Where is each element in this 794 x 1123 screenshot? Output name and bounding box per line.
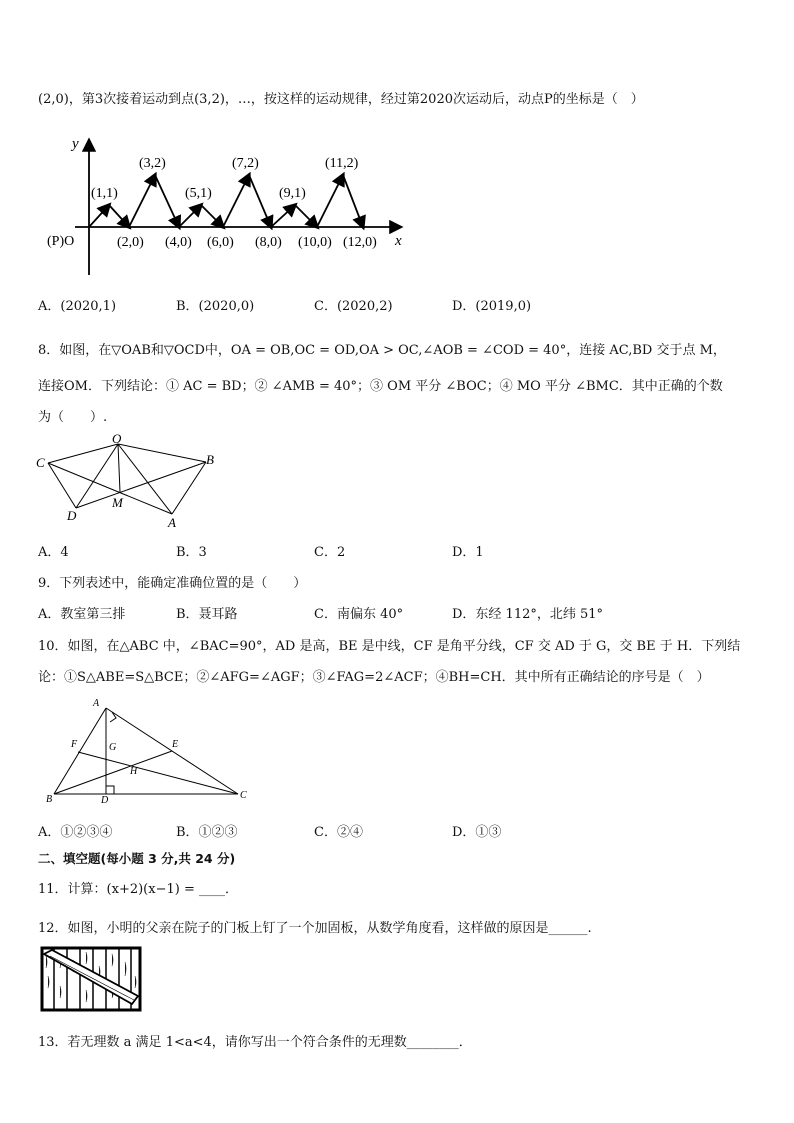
- q8-option-b[interactable]: B．3: [176, 545, 207, 560]
- point-e-label: E: [172, 739, 179, 750]
- point-label: (3,2): [139, 156, 166, 171]
- origin-label: (P)O: [47, 234, 75, 249]
- point-label: (4,0): [165, 235, 192, 250]
- point-o-label: O: [112, 431, 122, 446]
- point-b-label: B: [46, 794, 53, 805]
- point-label: (5,1): [185, 186, 212, 201]
- x-axis-label: x: [395, 233, 402, 249]
- point-a-label: A: [168, 515, 176, 530]
- q11-text: 11．计算：(x+2)(x−1) = ____．: [38, 882, 238, 897]
- q8-option-d[interactable]: D．1: [452, 545, 484, 560]
- point-label: (10,0): [298, 235, 332, 250]
- point-a-label: A: [93, 698, 100, 709]
- q13-text: 13．若无理数 a 满足 1<a<4，请你写出一个符合条件的无理数________．: [38, 1035, 472, 1050]
- q8-option-a[interactable]: A．4: [38, 545, 69, 560]
- point-label: (2,0): [117, 235, 144, 250]
- point-label: (9,1): [279, 186, 306, 201]
- q8-line2: 连接OM．下列结论：① AC = BD；② ∠AMB = 40°；③ OM 平分 ∠BOC；④ MO 平分 ∠BMC．其中正确的个数: [38, 379, 723, 394]
- point-m-label: M: [112, 495, 123, 510]
- point-label: (12,0): [343, 235, 377, 250]
- q10-option-d[interactable]: D．①③: [452, 825, 502, 840]
- q8-line3: 为（ ）.: [38, 410, 108, 425]
- q7-option-d[interactable]: D．(2019,0): [452, 299, 532, 314]
- q8-option-c[interactable]: C．2: [314, 545, 346, 560]
- q7-text: (2,0)，第3次接着运动到点(3,2)，…，按这样的运动规律，经过第2020次运动后，动点P的坐标是（ ）: [38, 92, 644, 107]
- q8-figure: [34, 430, 224, 530]
- door-board-image: [40, 946, 142, 1012]
- q7-zigzag-graph: [45, 135, 410, 277]
- y-axis-label: y: [72, 136, 79, 152]
- q8-line1: 8．如图，在▽OAB和▽OCD中，OA = OB,OC = OD,OA > OC,∠AOB = ∠COD = 40°，连接 AC,BD 交于点 M，: [38, 343, 726, 358]
- point-g-label: G: [109, 742, 117, 753]
- q9-option-b[interactable]: B．聂耳路: [176, 607, 238, 622]
- q12-text: 12．如图，小明的父亲在院子的门板上钉了一个加固板，从数学角度看，这样做的原因是______.: [38, 921, 592, 936]
- point-label: (6,0): [207, 235, 234, 250]
- q10-figure: [40, 696, 255, 806]
- point-label: (1,1): [91, 186, 118, 201]
- point-c-label: C: [36, 455, 45, 470]
- q10-option-a[interactable]: A．①②③④: [38, 825, 113, 840]
- q10-line1: 10．如图，在△ABC 中，∠BAC=90°，AD 是高，BE 是中线，CF 是角平分线，CF 交 AD 于 G，交 BE 于 H．下列结: [38, 639, 741, 654]
- point-h-label: H: [130, 766, 138, 777]
- point-b-label: B: [206, 452, 214, 467]
- point-c-label: C: [240, 790, 247, 801]
- point-f-label: F: [71, 739, 78, 750]
- q7-option-c[interactable]: C．(2020,2): [314, 299, 393, 314]
- q7-option-a[interactable]: A．(2020,1): [38, 299, 117, 314]
- point-d-label: D: [101, 795, 109, 806]
- point-d-label: D: [67, 508, 77, 523]
- q7-option-b[interactable]: B．(2020,0): [176, 299, 255, 314]
- point-label: (7,2): [232, 156, 259, 171]
- q9-text: 9．下列表述中，能确定准确位置的是（ ）: [38, 576, 307, 591]
- q9-option-d[interactable]: D．东经 112°，北纬 51°: [452, 607, 604, 622]
- q9-option-c[interactable]: C．南偏东 40°: [314, 607, 404, 622]
- point-label: (11,2): [325, 156, 359, 171]
- point-label: (8,0): [255, 235, 282, 250]
- q10-line2: 论：①S△ABE=S△BCE；②∠AFG=∠AGF；③∠FAG=2∠ACF；④BH=CH．其中所有正确结论的序号是（ ）: [38, 670, 710, 685]
- q9-option-a[interactable]: A．教室第三排: [38, 607, 126, 622]
- q10-option-b[interactable]: B．①②③: [176, 825, 238, 840]
- section-heading: 二、填空题(每小题 3 分,共 24 分): [38, 851, 236, 866]
- q10-option-c[interactable]: C．②④: [314, 825, 363, 840]
